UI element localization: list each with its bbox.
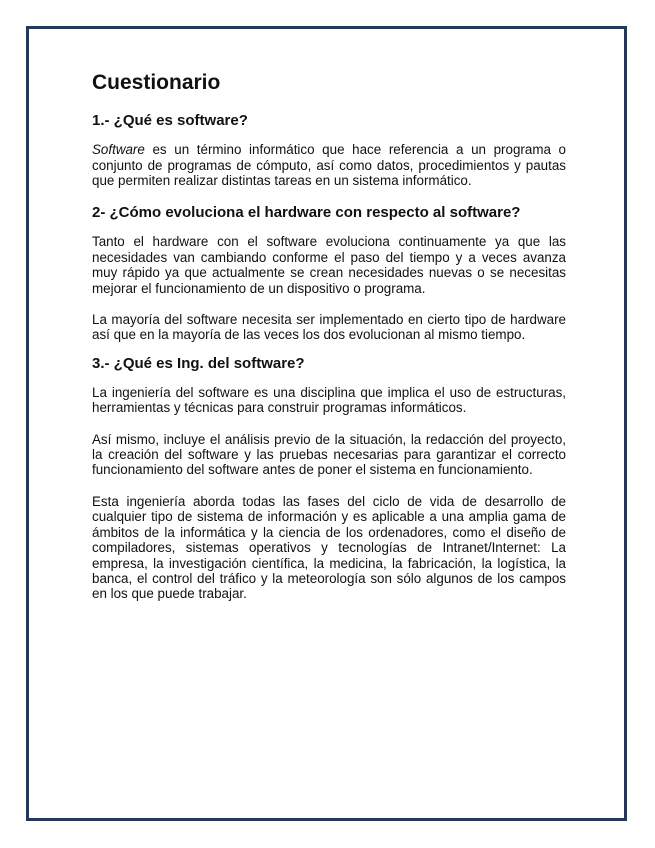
paragraph: Tanto el hardware con el software evoluciona continuamente ya que las necesidades van cambiando conforme el paso del tiempo y a veces avanza muy rápido ya que actualmente se crean necesidades nuevas o se necesitas mejorar el funcionamiento de un dispositivo o programa. (92, 234, 566, 296)
paragraph: La ingeniería del software es una disciplina que implica el uso de estructuras, herramientas y técnicas para construir programas informáticos. (92, 384, 566, 416)
section-what-is-software (92, 112, 566, 188)
paragraph: Esta ingeniería aborda todas las fases del ciclo de vida de desarrollo de cualquier tipo de sistema de información y es aplicable a una amplia gama de ámbitos de la informática y la ciencia de los ordenadores, como el diseño de compiladores, sistemas operativos y tecnologías de Intranet/Internet: La empresa, la investigación científica, la medicina, la fabricación, la logística, la banca, el control del tráfico y la meteorología son sólo algunos de los campos en los que puede trabajar. (92, 493, 566, 602)
section-hardware-evolution (92, 204, 566, 342)
document-title: Cuestionario (92, 71, 221, 94)
paragraph: La mayoría del software necesita ser implementado en cierto tipo de hardware así que en la mayoría de las veces los dos evolucionan al mismo tiempo. (92, 312, 566, 343)
italic-term: Software (92, 142, 145, 158)
paragraph-text: es un término informático que hace referencia a un programa o conjunto de programas de cómputo, así como datos, procedimientos y pautas que permiten realizar distintas tareas en un sistema informático. (92, 142, 566, 188)
section-heading: 3.- ¿Qué es Ing. del software? (92, 354, 305, 372)
section-software-engineering (92, 355, 566, 602)
section-heading: 2- ¿Cómo evoluciona el hardware con respecto al software? (92, 204, 521, 222)
paragraph: Así mismo, incluye el análisis previo de la situación, la redacción del proyecto, la creación del software y las pruebas necesarias para garantizar el correcto funcionamiento del software antes de poner el sistema en funcionamiento. (92, 431, 566, 478)
section-heading: 1.- ¿Qué es software? (92, 112, 248, 130)
document-body (92, 70, 566, 618)
paragraph (92, 142, 566, 188)
